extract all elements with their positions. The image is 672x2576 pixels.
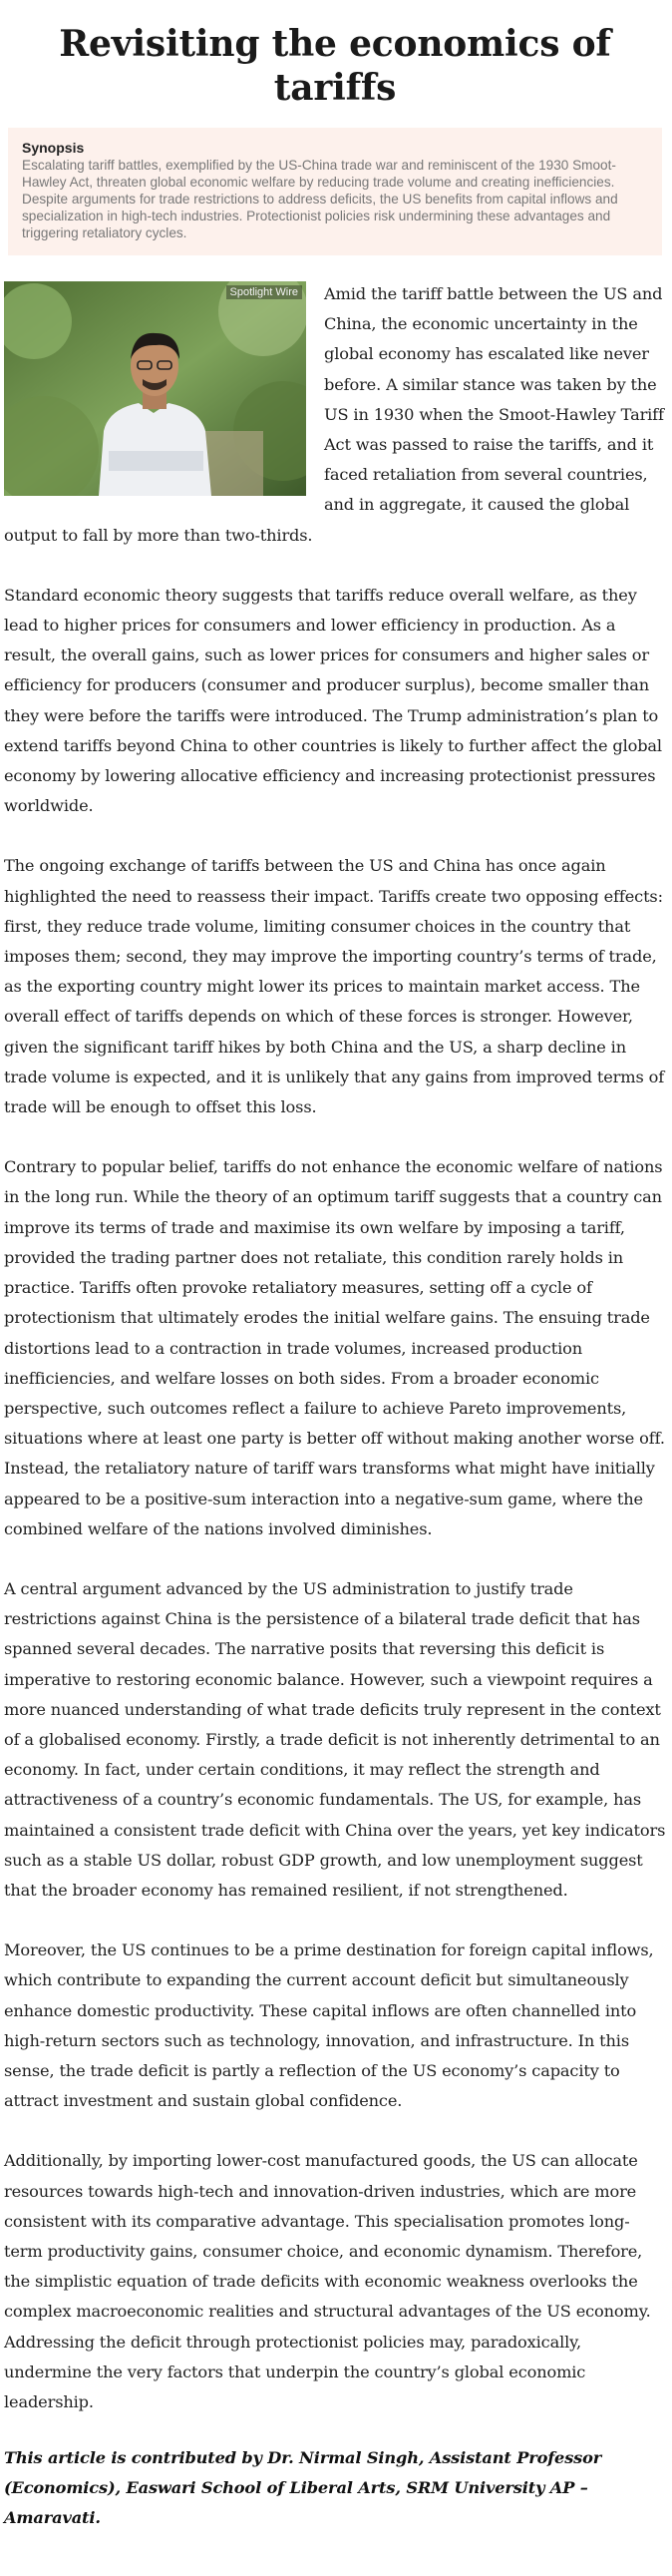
- author-portrait-image: [4, 281, 306, 496]
- synopsis-text: Escalating tariff battles, exemplified by the US-China trade war and reminiscent of the 1930 Smoot-Hawley Act, threaten global economic welfare by reducing trade volume and creating inefficiencies. Despite arguments for trade restrictions to address deficits, the US benefits from capital inflows and specialization in high-tech industries. Protectionist policies risk undermining these advantages and triggering retaliatory cycles.: [22, 158, 618, 240]
- lead-section: [4, 279, 666, 581]
- article-body: [4, 279, 666, 2533]
- article-paragraph: Moreover, the US continues to be a prime destination for foreign capital inflows, which contribute to expanding the current account deficit but simultaneously enhance domestic productivity. These capital inflows are often channelled into high-return sectors such as technology, innovation, and infrastructure. In this sense, the trade deficit is partly a reflection of the US economy’s capacity to attract investment and sustain global confidence.: [4, 1940, 654, 2111]
- article-paragraph: Contrary to popular belief, tariffs do not enhance the economic welfare of nations in the long run. While the theory of an optimum tariff suggests that a country can improve its terms of trade and maximise its own welfare by imposing a tariff, provided the trading partner does not retaliate, this condition rarely holds in practice. Tariffs often provoke retaliatory measures, setting off a cycle of protectionism that ultimately erodes the initial welfare gains. The ensuing trade distortions lead to a contraction in trade volumes, increased production inefficiencies, and welfare losses on both sides. From a broader economic perspective, such outcomes reflect a failure to achieve Pareto improvements, situations where at least one party is better off without making another worse off. Instead, the retaliatory nature of tariff wars transforms what might have initially appeared to be a positive-sum interaction into a negative-sum game, where the combined welfare of the nations involved diminishes.: [4, 1157, 665, 1538]
- article-paragraph: Additionally, by importing lower-cost manufactured goods, the US can allocate resources towards high-tech and innovation-driven industries, which are more consistent with its comparative advantage. This specialisation promotes long-term productivity gains, consumer choice, and economic dynamism. Therefore, the simplistic equation of trade deficits with economic weakness overlooks the complex macroeconomic realities and structural advantages of the US economy. Addressing the deficit through protectionist policies may, paradoxically, undermine the very factors that underpin the country’s global economic leadership.: [4, 2151, 651, 2411]
- synopsis-box: [8, 128, 662, 255]
- image-credit: Spotlight Wire: [226, 285, 302, 299]
- article-title: Revisiting the economics of tariffs: [59, 23, 611, 109]
- article-paragraph: Amid the tariff battle between the US and China, the economic uncertainty in the global economy has escalated like never before. A similar stance was taken by the US in 1930 when the Smoot-Hawley Tariff Act was passed to raise the tariffs, and it faced retaliation from several countries, and in aggregate, it caused the global output to fall by more than two-thirds.: [4, 284, 664, 545]
- article-paragraph: The ongoing exchange of tariffs between the US and China has once again highlighted the need to reassess their impact. Tariffs create two opposing effects: first, they reduce trade volume, limiting consumer choices in the country that imposes them; second, they may improve the importing country’s terms of trade, as the exporting country might lower its prices to maintain market access. The overall effect of tariffs depends on which of these forces is stronger. However, given the significant tariff hikes by both China and the US, a sharp decline in trade volume is expected, and it is unlikely that any gains from improved terms of trade will be enough to offset this loss.: [4, 856, 665, 1117]
- contributor-note: This article is contributed by Dr. Nirmal Singh, Assistant Professor (Economics), Easwari School of Liberal Arts, SRM University AP – Amaravati.: [4, 2448, 602, 2528]
- author-photo: [4, 281, 306, 496]
- synopsis-heading: Synopsis: [22, 140, 85, 156]
- article-paragraph: A central argument advanced by the US administration to justify trade restrictions against China is the persistence of a bilateral trade deficit that has spanned several decades. The narrative posits that reversing this deficit is imperative to restoring economic balance. However, such a viewpoint requires a more nuanced understanding of what trade deficits truly represent in the context of a globalised economy. Firstly, a trade deficit is not inherently detrimental to an economy. In fact, under certain conditions, it may reflect the strength and attractiveness of a country’s economic fundamentals. The US, for example, has maintained a consistent trade deficit with China over the years, yet key indicators such as a stable US dollar, robust GDP growth, and low unemployment suggest that the broader economy has remained resilient, if not strengthened.: [4, 1578, 666, 1900]
- article-paragraph: Standard economic theory suggests that tariffs reduce overall welfare, as they lead to higher prices for consumers and lower efficiency in production. As a result, the overall gains, such as lower prices for consumers and higher sales or efficiency for producers (consumer and producer surplus), become smaller than they were before the tariffs were introduced. The Trump administration’s plan to extend tariffs beyond China to other countries is likely to further affect the global economy by lowering allocative efficiency and increasing protectionist pressures worldwide.: [4, 585, 662, 816]
